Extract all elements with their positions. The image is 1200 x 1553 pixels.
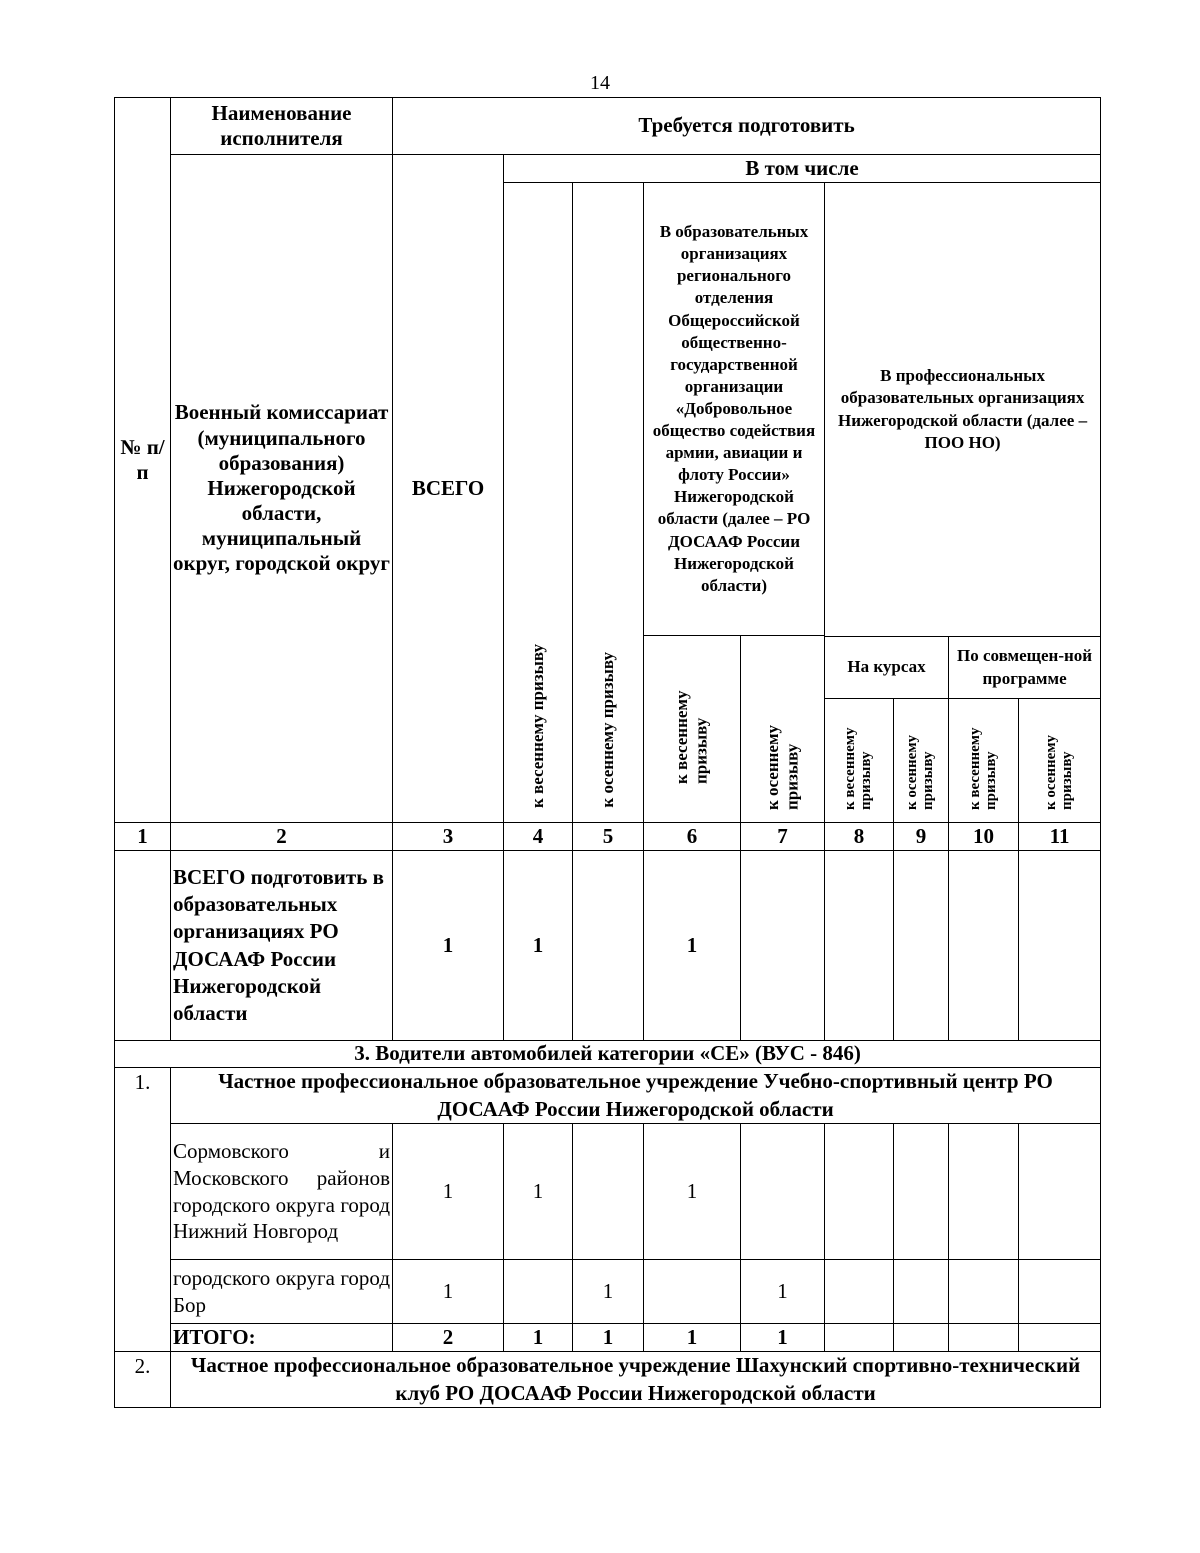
col-header-courses-autumn: к осеннему призыву [904, 734, 936, 810]
total-row-c4: 1 [504, 851, 573, 1041]
org1-row1-c3: 1 [393, 1124, 504, 1260]
col-number: 4 [504, 823, 573, 851]
org1-number: 1. [115, 1068, 171, 1352]
column-number-row [115, 823, 1101, 851]
col-number: 10 [949, 823, 1019, 851]
org1-total-c3: 2 [393, 1324, 504, 1352]
col-header-dosaaf: В образовательных организациях регионального отделения Общероссийской общественно-государственной организации «Добровольное общество содействия армии, авиации и флоту России» Нижегородской области (далее – РО ДОСААФ России Нижегородской области) [644, 183, 825, 636]
total-row-c3: 1 [393, 851, 504, 1041]
col-number: 1 [115, 823, 171, 851]
org1-row2-c3: 1 [393, 1260, 504, 1324]
col-number: 9 [894, 823, 949, 851]
col-header-autumn: к осеннему призыву [598, 652, 618, 808]
col-header-spring: к весеннему призыву [528, 643, 548, 808]
col-header-including: В том числе [504, 155, 1101, 183]
col-header-courses: На курсах [825, 637, 949, 699]
col-header-name-body: Военный комиссариат (муниципального образования) Нижегородской области, муниципальный округ, городской округ [171, 155, 393, 823]
col-number: 7 [741, 823, 825, 851]
org1-row2-c7: 1 [741, 1260, 825, 1324]
table-row [115, 1260, 1101, 1324]
col-header-poo: В профессиональных образовательных организациях Нижегородской области (далее – ПОО НО) [825, 183, 1101, 637]
col-header-combined: По совмещен-ной программе [949, 637, 1101, 699]
org2-number: 2. [115, 1352, 171, 1408]
table-row [115, 1124, 1101, 1260]
total-row-c6: 1 [644, 851, 741, 1041]
org1-row1-name: Сормовского и Московского районов городского округа город Нижний Новгород [171, 1124, 393, 1260]
org1-row2-name: городского округа город Бор [171, 1260, 393, 1324]
org2-name: Частное профессиональное образовательное учреждение Шахунский спортивно-технический клуб РО ДОСААФ России Нижегородской области [171, 1352, 1101, 1408]
col-header-courses-spring: к весеннему призыву [842, 727, 874, 810]
org1-total-c4: 1 [504, 1324, 573, 1352]
training-plan-table [114, 97, 1101, 1408]
section-title: 3. Водители автомобилей категории «СЕ» (ВУС - 846) [115, 1041, 1101, 1068]
col-header-total: ВСЕГО [393, 155, 504, 823]
col-number: 2 [171, 823, 393, 851]
org1-name: Частное профессиональное образовательное учреждение Учебно-спортивный центр РО ДОСААФ России Нижегородской области [171, 1068, 1101, 1124]
col-header-combined-autumn: к осеннему призыву [1042, 734, 1075, 810]
col-header-name: Наименование исполнителя [171, 98, 393, 155]
org1-total-c7: 1 [741, 1324, 825, 1352]
org1-row2-c5: 1 [573, 1260, 644, 1324]
total-row [115, 851, 1101, 1041]
col-header-combined-spring: к весеннему призыву [966, 727, 999, 810]
org1-row1-c6: 1 [644, 1124, 741, 1260]
col-number: 6 [644, 823, 741, 851]
org1-total-c6: 1 [644, 1324, 741, 1352]
col-header-required: Требуется подготовить [393, 98, 1101, 155]
org1-row1-c4: 1 [504, 1124, 573, 1260]
col-header-dosaaf-autumn: к осеннему призыву [762, 724, 802, 810]
col-number: 5 [573, 823, 644, 851]
org1-total-label: ИТОГО: [171, 1324, 393, 1352]
subtotal-row [115, 1324, 1101, 1352]
col-number: 3 [393, 823, 504, 851]
col-number: 8 [825, 823, 894, 851]
org1-total-c5: 1 [573, 1324, 644, 1352]
col-header-number: № п/п [115, 98, 171, 823]
page-number: 14 [590, 72, 610, 94]
col-number: 11 [1019, 823, 1101, 851]
col-header-dosaaf-spring: к весеннему призыву [672, 690, 711, 784]
total-row-label: ВСЕГО подготовить в образовательных организациях РО ДОСААФ России Нижегородской области [171, 851, 393, 1041]
